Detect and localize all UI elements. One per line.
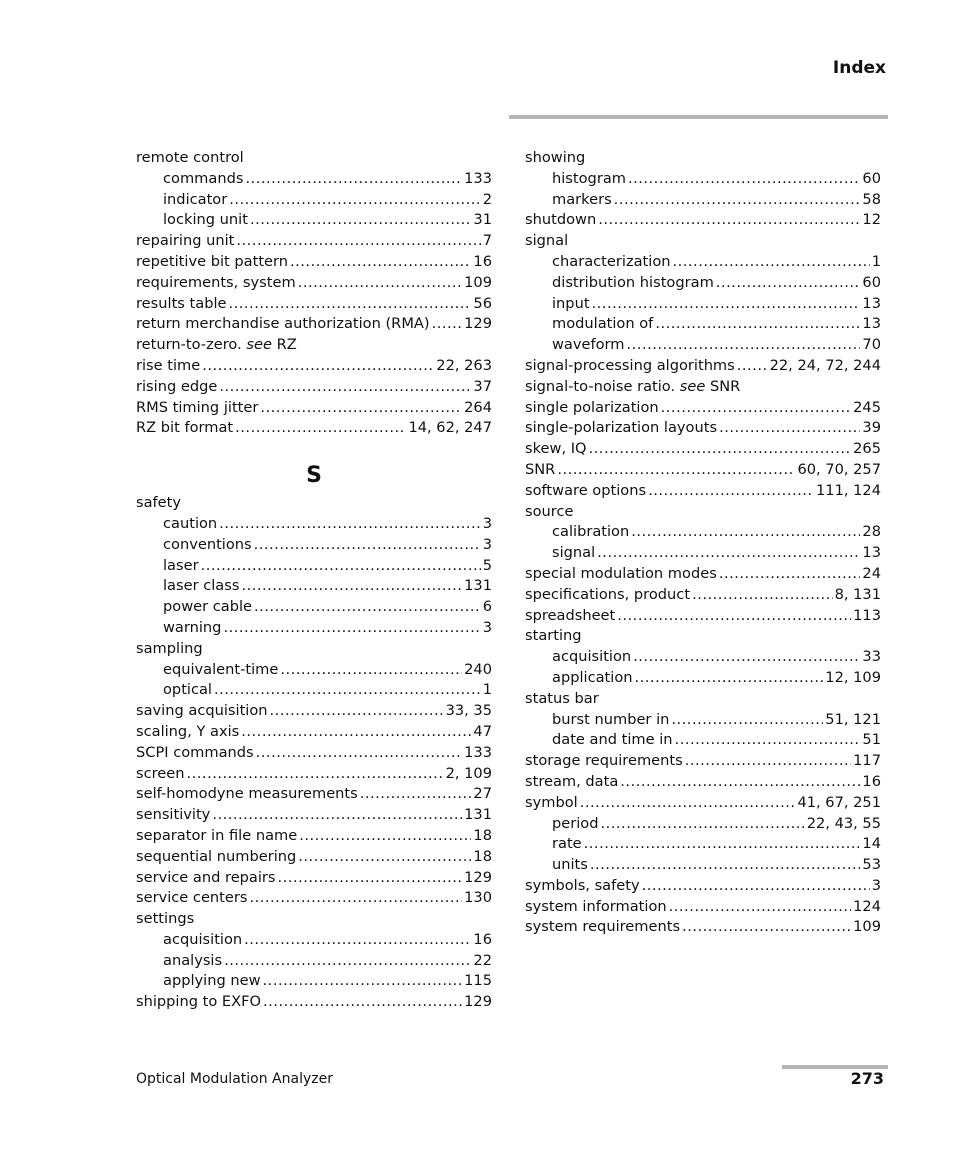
leader-dots: [432, 314, 463, 335]
index-entry: [136, 722, 492, 743]
index-term: application: [552, 668, 633, 686]
leader-dots: [661, 398, 851, 419]
index-term: service centers: [136, 889, 248, 907]
index-page-numbers: 14, 62, 247: [408, 419, 492, 437]
leader-dots: [254, 535, 481, 556]
index-term: settings: [136, 910, 195, 928]
leader-dots: [601, 814, 805, 835]
index-page-numbers: 6: [482, 598, 492, 616]
index-page-numbers: 264: [464, 398, 492, 416]
leader-dots: [223, 618, 480, 639]
index-subentry: [525, 314, 881, 335]
index-page-numbers: 13: [862, 544, 881, 562]
index-term: laser: [163, 556, 199, 574]
index-entry: [136, 493, 492, 514]
index-term: sensitivity: [136, 806, 211, 824]
index-subentry: [136, 597, 492, 618]
index-term: laser class: [163, 577, 240, 595]
index-term: acquisition: [552, 648, 632, 666]
footer-document-title: Optical Modulation Analyzer: [136, 1071, 333, 1087]
index-entry: [525, 897, 881, 918]
index-term: skew, IQ: [525, 440, 587, 458]
index-entry: [136, 252, 492, 273]
index-term: rise time: [136, 356, 201, 374]
index-term: showing: [525, 149, 586, 166]
see-reference-label: see: [246, 336, 272, 354]
index-term: special modulation modes: [525, 564, 717, 582]
index-page-numbers: 111, 124: [816, 481, 881, 499]
leader-dots: [201, 556, 481, 577]
index-term: RMS timing jitter: [136, 398, 259, 416]
index-entry: [525, 689, 881, 710]
index-subentry: [136, 660, 492, 681]
index-subentry: [136, 680, 492, 701]
index-term: RZ bit format: [136, 419, 234, 437]
index-page-numbers: 124: [853, 897, 881, 915]
index-page-numbers: 27: [473, 785, 492, 803]
index-subentry: [136, 535, 492, 556]
index-term: requirements, system: [136, 273, 296, 291]
index-subentry: [136, 951, 492, 972]
index-page-numbers: 47: [473, 722, 492, 740]
index-term: power cable: [163, 598, 253, 616]
index-entry: [136, 294, 492, 315]
leader-dots: [229, 190, 480, 211]
index-term: service and repairs: [136, 868, 276, 886]
leader-dots: [635, 668, 824, 689]
leader-dots: [290, 252, 471, 273]
index-subentry: [136, 514, 492, 535]
index-page-numbers: 113: [853, 606, 881, 624]
index-page-numbers: 3: [871, 876, 881, 894]
index-page-numbers: 33, 35: [445, 702, 492, 720]
index-term: starting: [525, 627, 582, 645]
leader-dots: [219, 514, 481, 535]
index-page-numbers: 3: [482, 535, 492, 553]
index-page-numbers: 133: [464, 743, 492, 761]
leader-dots: [737, 356, 768, 377]
index-page-numbers: 109: [853, 918, 881, 936]
index-page-numbers: 70: [862, 336, 881, 354]
leader-dots: [212, 805, 462, 826]
leader-dots: [229, 294, 472, 315]
index-page-numbers: 5: [482, 556, 492, 574]
index-term: signal: [525, 232, 569, 250]
index-term: storage requirements: [525, 752, 683, 770]
index-page-numbers: 1: [482, 681, 492, 699]
index-page-numbers: 56: [473, 294, 492, 312]
index-page-numbers: 13: [862, 315, 881, 333]
index-subentry: [136, 210, 492, 231]
index-term: locking unit: [163, 211, 248, 229]
index-page-numbers: 22, 43, 55: [806, 814, 881, 832]
index-term: return-to-zero.: [136, 336, 242, 354]
index-page-numbers: 22: [473, 951, 492, 969]
leader-dots: [642, 876, 870, 897]
index-page-numbers: 240: [464, 660, 492, 678]
index-term: conventions: [163, 535, 252, 553]
index-subentry: [136, 556, 492, 577]
index-term: signal-processing algorithms: [525, 356, 735, 374]
index-subentry: [136, 576, 492, 597]
leader-dots: [214, 680, 481, 701]
index-entry: [136, 764, 492, 785]
index-entry: [136, 847, 492, 868]
leader-dots: [254, 597, 481, 618]
index-entry: [136, 377, 492, 398]
index-term: system requirements: [525, 918, 681, 936]
index-term: warning: [163, 618, 222, 636]
index-term: burst number in: [552, 710, 670, 728]
index-term: symbols, safety: [525, 876, 640, 894]
index-subentry: [525, 710, 881, 731]
leader-dots: [617, 606, 851, 627]
leader-dots: [655, 314, 860, 335]
index-entry: [525, 210, 881, 231]
index-page-numbers: 14: [862, 835, 881, 853]
index-term: caution: [163, 514, 218, 532]
index-page-numbers: 12, 109: [825, 668, 881, 686]
index-page-numbers: 115: [464, 972, 492, 990]
leader-dots: [241, 576, 462, 597]
index-page-numbers: 3: [482, 618, 492, 636]
index-term: symbol: [525, 793, 578, 811]
leader-dots: [250, 210, 471, 231]
leader-dots: [235, 418, 406, 439]
index-entry: [525, 481, 881, 502]
index-entry: [525, 626, 881, 647]
index-subentry: [136, 971, 492, 992]
leader-dots: [557, 460, 795, 481]
index-subentry: [525, 814, 881, 835]
index-entry: [136, 743, 492, 764]
leader-dots: [627, 335, 861, 356]
index-term: screen: [136, 764, 185, 782]
index-entry: [136, 273, 492, 294]
index-page-numbers: 16: [473, 930, 492, 948]
index-entry: [525, 148, 881, 169]
leader-dots: [298, 273, 462, 294]
index-page-numbers: 22, 263: [436, 356, 492, 374]
index-term: specifications, product: [525, 585, 691, 603]
see-reference-label: see: [679, 377, 706, 395]
leader-dots: [592, 294, 861, 315]
index-subentry: [525, 252, 881, 273]
index-subentry: [525, 522, 881, 543]
index-term: software options: [525, 481, 647, 499]
index-page-numbers: 33: [862, 648, 881, 666]
index-subentry: [136, 930, 492, 951]
running-header-title: Index: [832, 58, 886, 78]
index-entry: [136, 148, 492, 169]
index-term: equivalent-time: [163, 660, 279, 678]
leader-dots: [298, 847, 471, 868]
index-entry: [525, 772, 881, 793]
index-page-numbers: 117: [853, 752, 881, 770]
index-term: system information: [525, 897, 667, 915]
index-term: scaling, Y axis: [136, 722, 240, 740]
index-page-numbers: 16: [473, 252, 492, 270]
see-reference-target: RZ: [276, 336, 297, 354]
leader-dots: [256, 743, 462, 764]
index-entry: [525, 585, 881, 606]
index-subentry: [525, 335, 881, 356]
index-term: markers: [552, 190, 612, 208]
leader-dots: [633, 647, 860, 668]
index-term: sampling: [136, 639, 203, 657]
leader-dots: [263, 992, 462, 1013]
leader-dots: [628, 169, 860, 190]
index-subentry: [525, 647, 881, 668]
index-term: shutdown: [525, 211, 597, 229]
index-entry: [136, 784, 492, 805]
index-page-numbers: 18: [473, 847, 492, 865]
index-subentry: [136, 618, 492, 639]
index-entry: [525, 793, 881, 814]
index-entry: [136, 418, 492, 439]
index-page-numbers: 60: [862, 273, 881, 291]
index-page-numbers: 1: [871, 252, 881, 270]
index-page-numbers: 28: [862, 523, 881, 541]
index-entry: [525, 751, 881, 772]
index-entry: [136, 888, 492, 909]
leader-dots: [597, 543, 860, 564]
index-page-numbers: 133: [464, 169, 492, 187]
index-page-numbers: 2: [482, 190, 492, 208]
leader-dots: [360, 784, 472, 805]
leader-dots: [299, 826, 471, 847]
leader-dots: [692, 585, 833, 606]
see-reference-target: SNR: [709, 377, 741, 395]
index-term: characterization: [552, 252, 671, 270]
index-page-numbers: 60, 70, 257: [797, 460, 881, 478]
leader-dots: [245, 169, 462, 190]
index-entry: [525, 564, 881, 585]
leader-dots: [719, 564, 861, 585]
index-term: applying new: [163, 972, 261, 990]
index-entry: [136, 805, 492, 826]
index-entry: [136, 701, 492, 722]
index-term: single-polarization layouts: [525, 419, 718, 437]
index-term: safety: [136, 494, 182, 512]
index-page-numbers: 245: [853, 398, 881, 416]
index-page-numbers: 16: [862, 772, 881, 790]
leader-dots: [260, 398, 462, 419]
index-subentry: [525, 294, 881, 315]
index-term: repairing unit: [136, 232, 235, 250]
index-subentry: [525, 169, 881, 190]
index-page-numbers: 109: [464, 273, 492, 291]
index-term: indicator: [163, 190, 228, 208]
index-term: modulation of: [552, 315, 654, 333]
index-term: signal-to-noise ratio.: [525, 377, 676, 395]
index-term: shipping to EXFO: [136, 993, 262, 1011]
index-term: remote control: [136, 149, 244, 166]
index-column-left: [136, 148, 492, 1013]
index-page-numbers: 130: [464, 889, 492, 907]
index-term: date and time in: [552, 731, 673, 749]
index-page-numbers: 39: [862, 419, 881, 437]
index-page-numbers: 60: [862, 169, 881, 187]
index-term: sequential numbering: [136, 847, 297, 865]
index-page-numbers: 131: [464, 577, 492, 595]
index-letter-heading: S: [306, 463, 322, 489]
leader-dots: [675, 730, 861, 751]
index-entry: [136, 356, 492, 377]
index-term: rate: [552, 835, 582, 853]
index-page-numbers: 131: [464, 806, 492, 824]
index-term: source: [525, 502, 574, 520]
leader-dots: [263, 971, 463, 992]
leader-dots: [224, 951, 471, 972]
leader-dots: [620, 772, 860, 793]
leader-dots: [202, 356, 434, 377]
index-term: results table: [136, 294, 227, 312]
leader-dots: [249, 888, 462, 909]
leader-dots: [270, 701, 444, 722]
index-page-numbers: 37: [473, 377, 492, 395]
index-page-numbers: 51, 121: [825, 710, 881, 728]
index-subentry: [525, 668, 881, 689]
leader-dots: [280, 660, 462, 681]
index-entry: [136, 231, 492, 252]
index-page-numbers: 129: [464, 868, 492, 886]
index-term: SCPI commands: [136, 743, 254, 761]
index-entry: [136, 826, 492, 847]
index-entry: [136, 868, 492, 889]
index-entry: [136, 639, 492, 660]
index-term: acquisition: [163, 930, 243, 948]
index-page-numbers: 22, 24, 72, 244: [769, 356, 881, 374]
index-page-numbers: 129: [464, 315, 492, 333]
index-term: self-homodyne measurements: [136, 785, 358, 803]
leader-dots: [598, 210, 860, 231]
index-entry: [136, 992, 492, 1013]
index-term: histogram: [552, 169, 626, 187]
leader-dots: [682, 917, 851, 938]
index-entry: [136, 909, 492, 930]
index-entry: [525, 917, 881, 938]
index-entry: [525, 439, 881, 460]
index-term: repetitive bit pattern: [136, 252, 289, 270]
leader-dots: [244, 930, 471, 951]
index-entry: [525, 606, 881, 627]
leader-dots: [580, 793, 796, 814]
index-entry: [136, 398, 492, 419]
index-subentry: [525, 190, 881, 211]
index-term: rising edge: [136, 377, 218, 395]
index-term: optical: [163, 681, 212, 699]
index-term: waveform: [552, 336, 625, 354]
index-term: status bar: [525, 689, 599, 707]
index-page-numbers: 31: [473, 211, 492, 229]
index-column-right: [525, 148, 881, 938]
index-entry: [525, 460, 881, 481]
index-term: period: [552, 814, 599, 832]
leader-dots: [219, 377, 471, 398]
index-term: return merchandise authorization (RMA): [136, 315, 430, 333]
index-subentry: [136, 190, 492, 211]
leader-dots: [590, 855, 861, 876]
index-page-numbers: 53: [862, 856, 881, 874]
index-term: single polarization: [525, 398, 659, 416]
index-subentry: [525, 834, 881, 855]
leader-dots: [671, 710, 823, 731]
index-term: spreadsheet: [525, 606, 616, 624]
index-subentry: [525, 855, 881, 876]
leader-dots: [719, 418, 860, 439]
page-number: 273: [850, 1069, 884, 1088]
index-entry: [136, 335, 492, 356]
index-term: commands: [163, 169, 244, 187]
index-term: signal: [552, 544, 596, 562]
index-entry: [525, 502, 881, 523]
index-page-numbers: 265: [853, 440, 881, 458]
index-entry: [525, 398, 881, 419]
index-page-numbers: 129: [464, 993, 492, 1011]
index-term: units: [552, 856, 588, 874]
leader-dots: [241, 722, 471, 743]
index-term: distribution histogram: [552, 273, 714, 291]
index-term: analysis: [163, 951, 223, 969]
leader-dots: [236, 231, 480, 252]
index-page-numbers: 8, 131: [834, 585, 881, 603]
leader-dots: [648, 481, 814, 502]
index-term: calibration: [552, 523, 630, 541]
index-page-numbers: 24: [862, 564, 881, 582]
leader-dots: [187, 764, 444, 785]
index-page-numbers: 3: [482, 514, 492, 532]
index-page-numbers: 2, 109: [445, 764, 492, 782]
index-term: stream, data: [525, 772, 619, 790]
index-term: input: [552, 294, 590, 312]
index-entry: [525, 876, 881, 897]
index-entry: [136, 314, 492, 335]
index-entry: [525, 356, 881, 377]
leader-dots: [716, 273, 861, 294]
index-entry: [525, 231, 881, 252]
index-term: separator in file name: [136, 826, 298, 844]
leader-dots: [673, 252, 870, 273]
index-page-numbers: 7: [482, 232, 492, 250]
index-term: saving acquisition: [136, 702, 268, 720]
leader-dots: [278, 868, 463, 889]
index-entry: [525, 377, 881, 398]
header-rule: [509, 115, 888, 119]
index-entry: [525, 418, 881, 439]
index-page-numbers: 13: [862, 294, 881, 312]
index-subentry: [525, 543, 881, 564]
leader-dots: [614, 190, 861, 211]
index-page-numbers: 12: [862, 211, 881, 229]
index-page-numbers: 41, 67, 251: [797, 793, 881, 811]
leader-dots: [685, 751, 851, 772]
leader-dots: [589, 439, 852, 460]
leader-dots: [631, 522, 860, 543]
leader-dots: [584, 834, 861, 855]
index-page-numbers: 58: [862, 190, 881, 208]
index-subentry: [136, 169, 492, 190]
index-page-numbers: 18: [473, 826, 492, 844]
index-page-numbers: 51: [862, 731, 881, 749]
leader-dots: [669, 897, 852, 918]
index-term: SNR: [525, 460, 556, 478]
index-subentry: [525, 730, 881, 751]
index-subentry: [525, 273, 881, 294]
